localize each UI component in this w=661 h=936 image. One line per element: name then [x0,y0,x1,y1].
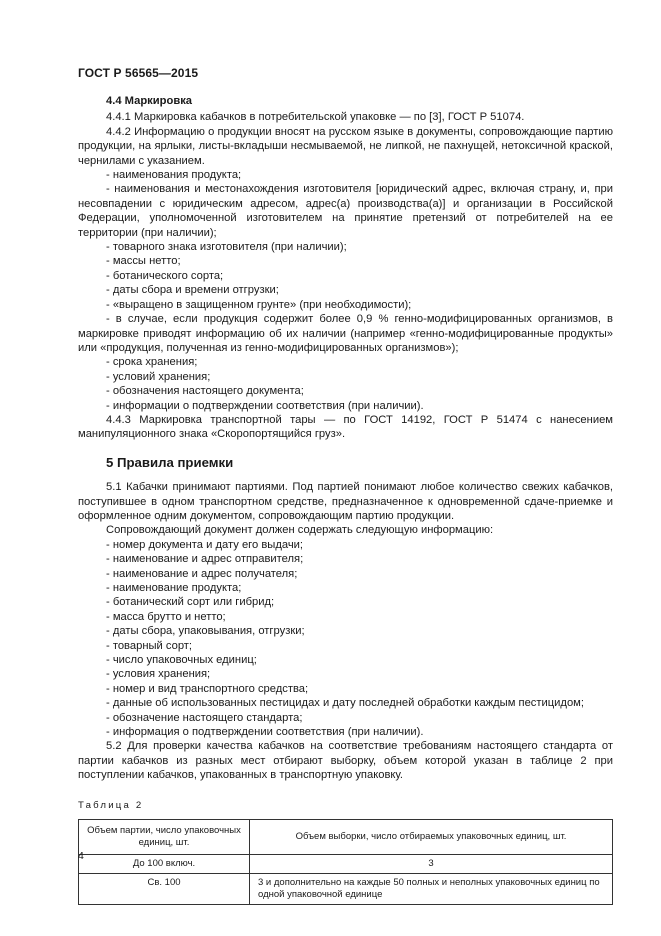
page-number: 4 [78,850,84,862]
table-cell: 3 [250,855,613,874]
paragraph-5-1: 5.1 Кабачки принимают партиями. Под партией понимают любое количество свежих кабачков, поступившее в одном транспортном средстве, предназначенное к одновременной сдаче-приемке и оформленное одним документом, сопровождающим партию продукции. [78,481,613,522]
list-item: - условий хранения; [106,370,211,383]
document-body [78,94,613,905]
paragraph-4-4-1: 4.4.1 Маркировка кабачков в потребительской упаковке — по [3], ГОСТ Р 51074. [106,111,525,124]
standard-header: ГОСТ Р 56565—2015 [78,66,199,80]
list-item: - ботанического сорта; [106,269,224,282]
list-item: - в случае, если продукция содержит более 0,9 % генно-модифицированных организмов, в маркировке приводят информацию об их наличии (например «генно-модифицированные продукты» или «продукция, полученная из генно-модифицированных организмов»); [78,313,613,354]
list-item: - номер документа и дату его выдачи; [106,538,304,551]
sample-size-table [78,819,613,905]
table-header-cell: Объем партии, число упаковочных единиц, шт. [79,820,250,855]
paragraph-4-4-2: 4.4.2 Информацию о продукции вносят на русском языке в документы, сопровождающие партию продукции, на ярлыки, листы-вкладыши несмываемой, не липкой, не пахнущей, нетоксичной краской, чернилами с указанием. [78,125,613,167]
table-cell: Св. 100 [79,874,250,905]
paragraph-document-contents: Сопровождающий документ должен содержать следующую информацию: [106,524,494,537]
marking-list [78,168,613,413]
list-item: - наименование и адрес получателя; [106,567,298,580]
list-item: - информации о подтверждении соответствия (при наличии). [106,399,424,412]
list-item: - обозначение настоящего стандарта; [106,711,303,724]
list-item: - номер и вид транспортного средства; [106,682,309,695]
list-item: - массы нетто; [106,255,181,268]
list-item: - «выращено в защищенном грунте» (при необходимости); [106,298,412,311]
list-item: - наименования продукта; [106,169,242,182]
table-header-row [79,820,613,855]
list-item: - товарного знака изготовителя (при наличии); [106,241,347,254]
list-item: - масса брутто и нетто; [106,610,226,623]
list-item: - даты сбора и времени отгрузки; [106,284,279,297]
list-item: - число упаковочных единиц; [106,654,257,667]
table-row [79,855,613,874]
list-item: - наименование и адрес отправителя; [106,553,304,566]
document-info-list [78,538,613,740]
table-caption: Таблица 2 [78,799,144,811]
list-item: - данные об использованных пестицидах и дату последней обработки каждым пестицидом; [106,697,584,710]
subsection-title-marking: 4.4 Маркировка [106,95,193,107]
paragraph-4-4-3: 4.4.3 Маркировка транспортной тары — по ГОСТ 14192, ГОСТ Р 51474 с нанесением манипуляционного знака «Скоропортящийся груз». [78,413,613,441]
list-item: - товарный сорт; [106,639,193,652]
list-item: - наименование продукта; [106,582,242,594]
section-title-acceptance: 5 Правила приемки [106,454,234,470]
table-row [79,874,613,905]
table-cell: 3 и дополнительно на каждые 50 полных и неполных упаковочных единиц по одной упаковочной единице [250,874,613,905]
list-item: - обозначения настоящего документа; [106,385,304,398]
paragraph-5-2: 5.2 Для проверки качества кабачков на соответствие требованиям настоящего стандарта от партии кабачков из разных мест отбирают выборку, объем которой указан в таблице 2 при поступлении кабачков, упакованных в транспортную упаковку. [78,740,613,782]
list-item: - даты сбора, упаковывания, отгрузки; [106,625,305,638]
list-item: - наименования и местонахождения изготовителя [юридический адрес, включая страну, и, при несовпадении с юридическим адресом, адрес(а) производства(а)] и организации в Российской Федерации, уполномоченной изготовителем на принятие претензий от потребителей на ее территории (при наличии); [78,183,613,239]
list-item: - информация о подтверждении соответствия (при наличии). [106,726,424,739]
table-header-cell: Объем выборки, число отбираемых упаковочных единиц, шт. [250,820,613,855]
list-item: - условия хранения; [106,668,211,681]
table-cell: До 100 включ. [79,855,250,874]
list-item: - срока хранения; [106,356,198,369]
list-item: - ботанический сорт или гибрид; [106,596,275,609]
